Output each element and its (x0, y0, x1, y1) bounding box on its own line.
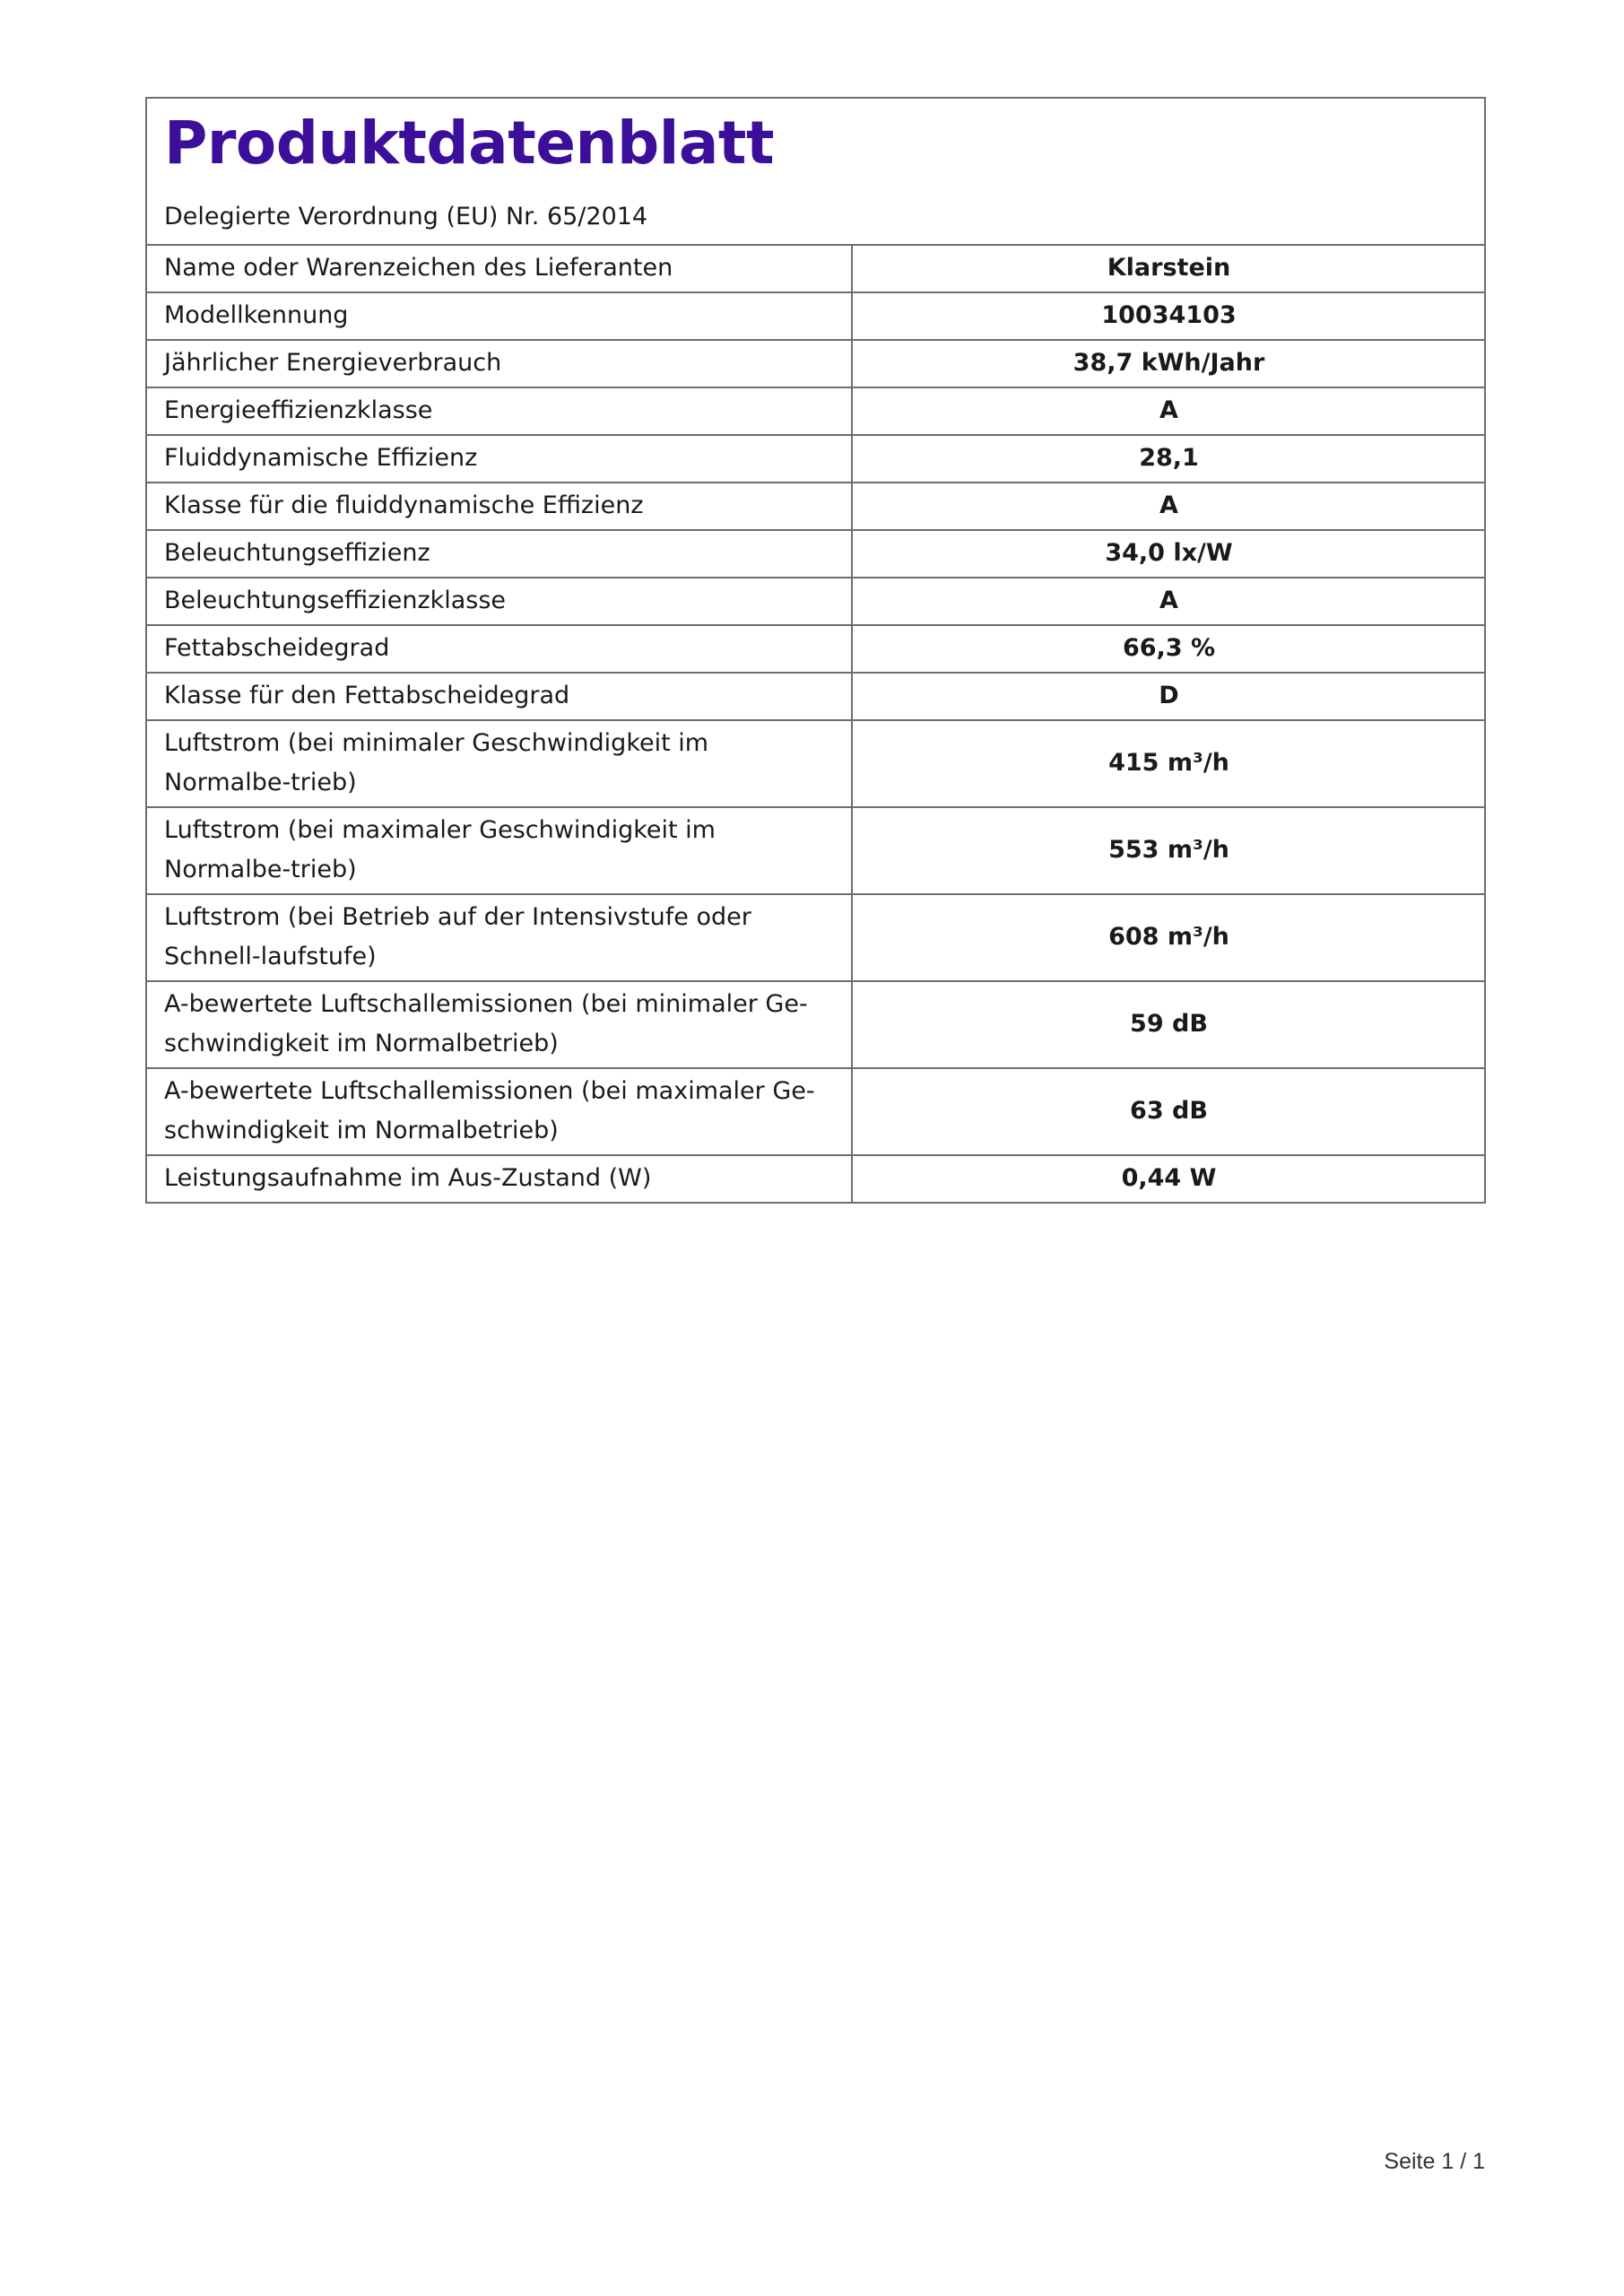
page-title: Produktdatenblatt (164, 109, 775, 178)
row-label: Luftstrom (bei maximaler Geschwindigkeit im Normalbe-trieb) (147, 807, 852, 894)
regulation-subtitle: Delegierte Verordnung (EU) Nr. 65/2014 (164, 203, 648, 230)
table-row (147, 720, 1484, 807)
row-label: Fettabscheidegrad (147, 625, 852, 673)
row-label: Beleuchtungseffizienzklasse (147, 578, 852, 625)
row-label: Name oder Warenzeichen des Lieferanten (147, 246, 852, 292)
table-row (147, 246, 1484, 292)
row-value: 38,7 kWh/Jahr (852, 340, 1484, 387)
row-label: Fluiddynamische Effizienz (147, 435, 852, 483)
row-label: Leistungsaufnahme im Aus-Zustand (W) (147, 1155, 852, 1202)
row-label: A-bewertete Luftschallemissionen (bei minimaler Ge-schwindigkeit im Normalbetrieb) (147, 981, 852, 1068)
table-row (147, 981, 1484, 1068)
row-label: Beleuchtungseffizienz (147, 530, 852, 578)
row-value: 10034103 (852, 292, 1484, 340)
row-value: 608 m³/h (852, 894, 1484, 981)
table-row (147, 807, 1484, 894)
table-row (147, 292, 1484, 340)
table-row (147, 530, 1484, 578)
datasheet-header (147, 99, 1484, 246)
table-row (147, 673, 1484, 720)
row-value: 34,0 lx/W (852, 530, 1484, 578)
row-value: Klarstein (1107, 254, 1231, 282)
row-value: A (852, 483, 1484, 530)
table-row (147, 435, 1484, 483)
row-value: 0,44 W (852, 1155, 1484, 1202)
table-row (147, 1155, 1484, 1202)
row-value: 28,1 (852, 435, 1484, 483)
row-label: Jährlicher Energieverbrauch (147, 340, 852, 387)
table-row (147, 340, 1484, 387)
table-row (147, 1068, 1484, 1155)
row-label: Luftstrom (bei minimaler Geschwindigkeit im Normalbe-trieb) (147, 720, 852, 807)
row-value: 63 dB (852, 1068, 1484, 1155)
row-label: Modellkennung (147, 292, 852, 340)
row-value: 415 m³/h (852, 720, 1484, 807)
table-row (147, 894, 1484, 981)
table-row (147, 483, 1484, 530)
row-label: Klasse für den Fettabscheidegrad (147, 673, 852, 720)
row-value: 553 m³/h (852, 807, 1484, 894)
table-row (147, 578, 1484, 625)
table-row (147, 387, 1484, 435)
row-value: D (852, 673, 1484, 720)
row-label: Luftstrom (bei Betrieb auf der Intensivstufe oder Schnell-laufstufe) (147, 894, 852, 981)
row-label: Klasse für die fluiddynamische Effizienz (147, 483, 852, 530)
row-label: A-bewertete Luftschallemissionen (bei maximaler Ge-schwindigkeit im Normalbetrieb) (147, 1068, 852, 1155)
datasheet-table-frame (145, 97, 1486, 1204)
row-value: 59 dB (852, 981, 1484, 1068)
spec-table (147, 246, 1484, 1202)
table-row (147, 625, 1484, 673)
row-value: A (852, 578, 1484, 625)
row-label: Energieeffizienzklasse (147, 387, 852, 435)
row-value: A (852, 387, 1484, 435)
row-value: 66,3 % (852, 625, 1484, 673)
page-number: Seite 1 / 1 (1384, 2149, 1485, 2174)
